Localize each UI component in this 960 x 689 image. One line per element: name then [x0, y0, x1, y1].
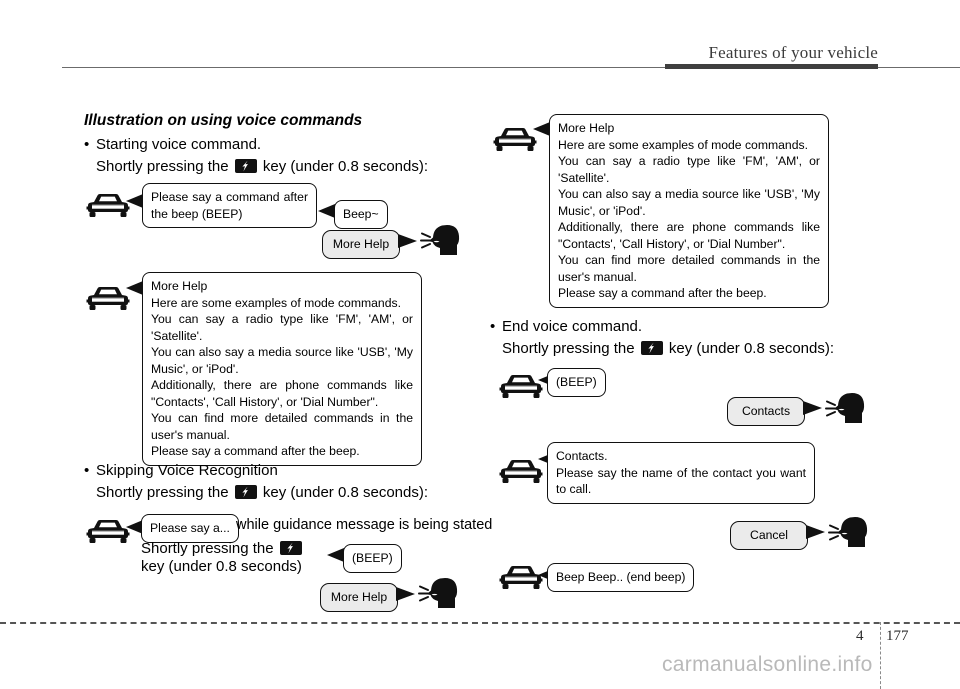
bubble-more-help-right — [549, 114, 829, 308]
speaking-head-icon — [828, 516, 874, 555]
bullet-label: Starting voice command. — [96, 136, 262, 153]
page-number: 177 — [886, 628, 909, 644]
bubble-contacts-prompt — [547, 442, 815, 504]
instruction-text-after: key (under 0.8 seconds): — [668, 340, 835, 357]
bubble-line: You can say a radio type like 'FM', 'AM', or 'Satellite'. — [151, 312, 413, 343]
speaking-head-icon — [420, 224, 466, 263]
bullet-marker: • — [84, 136, 90, 153]
bubble-tail-user-cancel — [806, 525, 825, 539]
bubble-line: Here are some examples of mode commands. — [558, 137, 808, 152]
bubble-please-say-a — [141, 514, 239, 543]
bullet-end-voice-command — [490, 318, 642, 335]
bubble-text: Beep Beep.. (end beep) — [556, 570, 686, 584]
bubble-line: Additionally, there are phone commands like "Contacts', 'Call History', or 'Dial Number". — [558, 220, 820, 251]
bubble-user-more-help-1 — [322, 230, 400, 259]
instruction-text-before: Shortly pressing the — [502, 340, 635, 357]
bubble-text: (BEEP) — [556, 375, 597, 389]
bubble-text: Beep~ — [343, 207, 379, 221]
voice-key-icon — [641, 341, 663, 355]
bubble-line: Contacts. — [556, 449, 608, 463]
instruction-end — [502, 340, 834, 357]
instruction-text-after: key (under 0.8 seconds): — [262, 484, 429, 501]
bubble-tail-beep-2 — [327, 548, 344, 562]
bubble-user-more-help-2 — [320, 583, 398, 612]
speaking-head-icon — [825, 392, 871, 431]
bubble-line: You can find more detailed commands in the user's manual. — [151, 411, 413, 442]
bubble-line: Please say a command after the beep. — [558, 286, 767, 300]
instruction-starting — [96, 158, 428, 175]
bubble-beep-2 — [343, 544, 402, 573]
car-front-icon — [85, 283, 131, 318]
watermark: carmanualsonline.info — [662, 653, 873, 676]
bubble-line: Additionally, there are phone commands like "Contacts', 'Call History', or 'Dial Number". — [151, 378, 413, 409]
press-key-text: Shortly pressing the — [141, 540, 274, 557]
instruction-text-after: key (under 0.8 seconds): — [262, 158, 429, 175]
instruction-text-before: Shortly pressing the — [96, 484, 229, 501]
voice-key-icon — [235, 159, 257, 173]
bubble-line: Here are some examples of mode commands. — [151, 295, 401, 310]
bullet-label: End voice command. — [502, 318, 643, 335]
instruction-text-before: Shortly pressing the — [96, 158, 229, 175]
bullet-marker: • — [84, 462, 90, 479]
bubble-text: Contacts — [741, 404, 791, 418]
bullet-starting-voice-command — [84, 136, 261, 153]
bubble-beep-1 — [334, 200, 388, 229]
header-rule-thick — [665, 64, 878, 69]
bubble-tail-user-more-help-1 — [398, 234, 417, 248]
voice-key-icon — [280, 541, 302, 555]
bubble-tail-more-help-left — [126, 281, 143, 295]
page-header — [0, 0, 960, 72]
section-title: Illustration on using voice commands — [84, 112, 363, 129]
bubble-car-prompt-1 — [142, 183, 317, 228]
bubble-line: You can also say a media source like 'USB', 'My Music', or 'iPod'. — [151, 345, 413, 376]
bubble-text: Please say a command after the beep (BEEP) — [151, 190, 308, 221]
bubble-tail-beep — [318, 204, 335, 218]
bubble-line: More Help — [558, 121, 615, 135]
bubble-text: (BEEP) — [352, 551, 393, 565]
bubble-tail-car-prompt — [126, 194, 143, 208]
bubble-more-help-left — [142, 272, 422, 466]
bubble-text: More Help — [330, 590, 388, 604]
page-title: Features of your vehicle — [708, 43, 878, 62]
instruction-skipping — [96, 484, 428, 501]
bubble-line: You can also say a media source like 'USB', 'My Music', or 'iPod'. — [558, 187, 820, 218]
press-key-line2: key (under 0.8 seconds) — [141, 558, 302, 575]
bubble-text: Please say a... — [150, 521, 230, 535]
bubble-line: Please say a command after the beep. — [151, 444, 360, 458]
bubble-tail-more-help-right — [533, 122, 550, 136]
bubble-user-contacts — [727, 397, 805, 426]
car-front-icon — [492, 124, 538, 159]
bubble-beep-3 — [547, 368, 606, 397]
bullet-label: Skipping Voice Recognition — [96, 462, 278, 479]
bubble-end-beep — [547, 563, 694, 592]
footer-divider — [0, 622, 960, 624]
press-key-line1 — [141, 540, 304, 557]
bubble-tail-user-contacts — [803, 401, 822, 415]
bubble-text: More Help — [332, 237, 390, 251]
voice-key-icon — [235, 485, 257, 499]
bubble-line: You can say a radio type like 'FM', 'AM', or 'Satellite'. — [558, 154, 820, 185]
bubble-tail-user-more-help-2 — [396, 587, 415, 601]
bubble-line: Please say the name of the contact you want to call. — [556, 465, 806, 496]
car-front-icon — [85, 190, 131, 225]
bullet-skipping-voice-recognition — [84, 462, 278, 479]
speaking-head-icon — [418, 577, 464, 616]
bullet-marker: • — [490, 318, 496, 335]
bubble-line: More Help — [151, 279, 208, 293]
guidance-aside-text: while guidance message is being stated — [236, 517, 493, 533]
car-front-icon — [85, 516, 131, 551]
chapter-number: 4 — [856, 628, 864, 644]
bubble-user-cancel — [730, 521, 808, 550]
footer-vertical-divider — [880, 622, 881, 689]
bubble-text: Cancel — [750, 528, 788, 542]
bubble-line: You can find more detailed commands in the user's manual. — [558, 253, 820, 284]
